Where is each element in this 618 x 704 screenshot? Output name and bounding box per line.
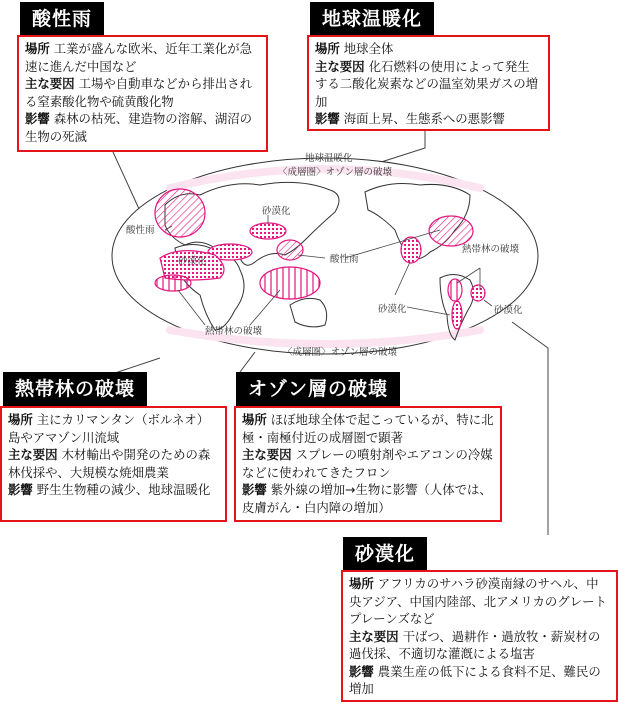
- ozone-key-impact: 影響: [242, 482, 267, 497]
- desertification-key-impact: 影響: [349, 663, 374, 679]
- desertification-panel: [341, 570, 618, 702]
- desertification-key-location: 場所: [349, 576, 374, 591]
- deforestation-title: 熱帯林の破壊: [3, 372, 147, 406]
- deforestation-key-impact: 影響: [8, 482, 33, 497]
- map-label-tropical-amazon: 熱帯林の破壊: [462, 244, 520, 255]
- desertification-key-cause: 主な要因: [349, 628, 399, 644]
- ozone-impact: 紫外線の増加→生物に影響（人体では、皮膚がん・白内障の増加）: [242, 482, 492, 515]
- deforestation-key-location: 場所: [8, 412, 33, 427]
- deforestation-key-cause: 主な要因: [8, 447, 58, 462]
- acid-rain-impact: 森林の枯死、建造物の溶解、湖沼の生物の死滅: [25, 111, 253, 144]
- acid-rain-title: 酸性雨: [20, 2, 104, 36]
- global-warming-cause: 化石燃料の使用によって発生する二酸化炭素などの温室効果ガスの増加: [315, 58, 539, 109]
- map-label-desert-brazil: 砂漠化: [494, 305, 523, 316]
- map-label-desert-asia: 砂漠化: [262, 206, 291, 217]
- acid-rain-location: 工業が盛んな欧米、近年工業化が急速に進んだ中国など: [25, 41, 253, 74]
- ozone-key-location: 場所: [242, 412, 267, 427]
- map-label-global-warming: 地球温暖化: [305, 153, 353, 164]
- acid-rain-panel: [17, 35, 268, 152]
- map-label-acid-rain-europe: 酸性雨: [126, 225, 155, 236]
- acid-rain-key-impact: 影響: [25, 111, 50, 126]
- acid-rain-key-location: 場所: [25, 41, 50, 56]
- tropical-amazon-region: [448, 279, 462, 301]
- deforestation-cause: 木材輸出や開発のための森林伐採や、大規模な焼畑農業: [8, 447, 211, 480]
- desertification-cause: 干ばつ、過耕作・過放牧・薪炭材の過伐採、不適切な灌漑による塩害: [349, 628, 601, 661]
- deforestation-location: 主にカリマンタン（ボルネオ）島やアマゾン川流域: [8, 412, 210, 445]
- map-label-acid-rain-china: 酸性雨: [330, 254, 359, 265]
- desertification-impact: 農業生産の低下による食料不足、難民の増加: [349, 663, 601, 696]
- acid-rain-china-region: [277, 240, 303, 260]
- desert-patagonia-region: [452, 301, 462, 329]
- deforestation-impact: 野生生物種の減少、地球温暖化: [36, 482, 211, 497]
- global-warming-impact: 海面上昇、生態系への悪影響: [343, 111, 505, 126]
- map-label-desert-americas: 砂漠化: [378, 304, 407, 315]
- global-warming-panel: [307, 35, 550, 131]
- map-label-desert-sahara: 砂漠化: [178, 256, 207, 267]
- acid-rain-europe-region: [155, 189, 205, 237]
- global-warming-key-location: 場所: [315, 41, 340, 56]
- desertification-location: アフリカのサハラ砂漠南縁のサヘル、中央アジア、中国内陸部、北アメリカのグレートプレーンズなど: [349, 576, 607, 626]
- acid-rain-key-cause: 主な要因: [25, 76, 75, 91]
- global-warming-key-cause: 主な要因: [315, 58, 365, 74]
- desert-brazil-region: [471, 285, 485, 301]
- ozone-panel: [234, 406, 502, 522]
- desert-central-asia-region: [250, 223, 286, 239]
- global-warming-location: 地球全体: [343, 41, 394, 56]
- tropical-asia-region: [260, 267, 320, 299]
- ozone-key-cause: 主な要因: [242, 447, 292, 462]
- ozone-cause: スプレーの噴射剤やエアコンの冷媒などに使われてきたフロン: [242, 447, 493, 480]
- map-label-tropical-africa-asia: 熱帯林の破壊: [205, 326, 263, 337]
- global-warming-title: 地球温暖化: [310, 2, 434, 36]
- map-label-ozone-top: 〈成層圏〉オゾン層の破壊: [278, 167, 393, 178]
- desertification-title: 砂漠化: [343, 537, 427, 571]
- ozone-title: オゾン層の破壊: [236, 372, 400, 406]
- map-label-ozone-bottom: 〈成層圏〉オゾン層の破壊: [283, 347, 398, 358]
- tropical-africa-region: [155, 275, 191, 291]
- global-warming-key-impact: 影響: [315, 111, 340, 126]
- deforestation-panel: [0, 406, 227, 522]
- acid-rain-cause: 工場や自動車などから排出される窒素酸化物や硫黄酸化物: [25, 76, 253, 109]
- ozone-location: ほぼ地球全体で起こっているが、特に北極・南極付近の成層圏で顕著: [242, 412, 494, 445]
